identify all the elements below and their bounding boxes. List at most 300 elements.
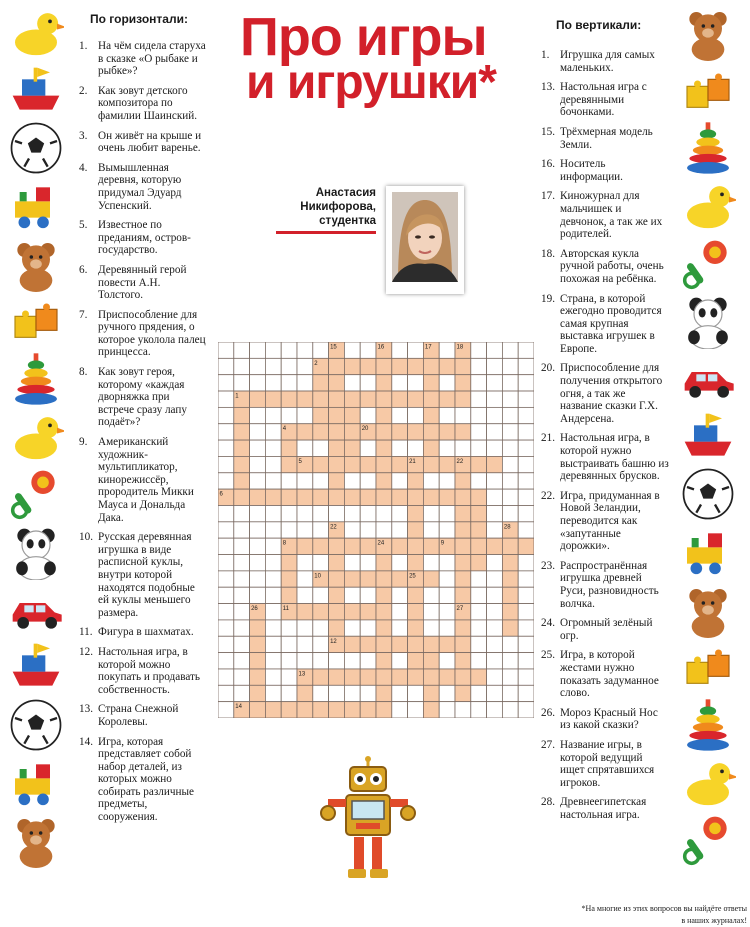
blank-cell	[439, 555, 455, 571]
answer-cell[interactable]	[423, 424, 439, 440]
answer-cell[interactable]	[502, 555, 518, 571]
answer-cell[interactable]	[455, 358, 471, 374]
blank-cell	[265, 538, 281, 554]
answer-cell[interactable]	[313, 375, 329, 391]
blank-cell	[455, 440, 471, 456]
ring-pyramid-icon	[680, 697, 736, 758]
answer-cell[interactable]	[439, 636, 455, 652]
down-clue	[541, 248, 669, 286]
answer-cell[interactable]	[329, 391, 345, 407]
answer-cell[interactable]	[297, 538, 313, 554]
clue-text: Фигура в шахматах.	[98, 626, 194, 639]
answer-cell[interactable]	[313, 407, 329, 423]
answer-cell[interactable]	[329, 489, 345, 505]
clue-number: 25.	[541, 649, 555, 662]
answer-cell[interactable]	[408, 538, 424, 554]
answer-cell[interactable]	[455, 587, 471, 603]
answer-cell[interactable]	[423, 391, 439, 407]
blank-cell	[234, 571, 250, 587]
answer-cell[interactable]	[423, 669, 439, 685]
answer-cell[interactable]	[329, 407, 345, 423]
answer-cell[interactable]	[360, 604, 376, 620]
blank-cell	[439, 407, 455, 423]
answer-cell[interactable]	[234, 489, 250, 505]
answer-cell[interactable]	[360, 702, 376, 718]
answer-cell[interactable]	[439, 489, 455, 505]
blank-cell	[423, 620, 439, 636]
clue-number: 7.	[79, 308, 88, 321]
blank-cell	[518, 587, 534, 603]
answer-cell[interactable]	[471, 522, 487, 538]
across-clue	[79, 309, 207, 359]
across-clue-list	[79, 40, 207, 831]
answer-cell[interactable]	[313, 669, 329, 685]
blank-cell	[265, 473, 281, 489]
clue-text: Древнеегипетская настольная игра.	[560, 796, 647, 821]
blank-cell	[518, 669, 534, 685]
answer-cell[interactable]	[502, 587, 518, 603]
panda-icon	[8, 524, 64, 585]
across-clue	[79, 366, 207, 429]
blank-cell	[218, 620, 234, 636]
answer-cell[interactable]	[329, 555, 345, 571]
clue-number: 27.	[541, 738, 555, 751]
answer-cell[interactable]	[518, 538, 534, 554]
answer-cell[interactable]	[281, 702, 297, 718]
answer-cell[interactable]	[439, 391, 455, 407]
blank-cell	[344, 522, 360, 538]
answer-cell[interactable]	[313, 604, 329, 620]
answer-cell[interactable]	[344, 489, 360, 505]
answer-cell[interactable]	[471, 538, 487, 554]
answer-cell[interactable]	[234, 473, 250, 489]
blank-cell	[518, 555, 534, 571]
blank-cell	[265, 424, 281, 440]
down-clue	[541, 362, 669, 425]
answer-cell[interactable]	[392, 571, 408, 587]
teddy-bear-icon	[680, 5, 736, 66]
answer-cell[interactable]	[281, 587, 297, 603]
answer-cell[interactable]	[344, 669, 360, 685]
answer-cell[interactable]	[360, 538, 376, 554]
answer-cell[interactable]	[234, 440, 250, 456]
answer-cell[interactable]	[297, 685, 313, 701]
blank-cell	[281, 522, 297, 538]
answer-cell[interactable]	[392, 456, 408, 472]
answer-cell[interactable]	[297, 702, 313, 718]
answer-cell[interactable]	[329, 538, 345, 554]
answer-cell[interactable]	[344, 407, 360, 423]
answer-cell[interactable]	[408, 358, 424, 374]
answer-cell[interactable]	[376, 685, 392, 701]
answer-cell[interactable]	[265, 702, 281, 718]
answer-cell[interactable]	[423, 685, 439, 701]
answer-cell[interactable]	[423, 358, 439, 374]
clue-text: Известное по преданиям, остров-государство.	[98, 219, 191, 257]
answer-cell[interactable]	[392, 538, 408, 554]
answer-cell[interactable]	[344, 702, 360, 718]
blank-cell	[234, 555, 250, 571]
answer-cell[interactable]	[392, 636, 408, 652]
answer-cell[interactable]	[423, 375, 439, 391]
title-line-2: и игрушки*	[246, 56, 496, 109]
blank-cell	[502, 669, 518, 685]
answer-cell[interactable]	[408, 489, 424, 505]
answer-cell[interactable]	[376, 653, 392, 669]
blank-cell	[408, 440, 424, 456]
blank-cell	[471, 620, 487, 636]
blank-cell	[297, 587, 313, 603]
answer-cell[interactable]	[376, 375, 392, 391]
blank-cell	[344, 685, 360, 701]
cell-number: 27	[456, 606, 464, 613]
answer-cell[interactable]	[234, 407, 250, 423]
blank-cell	[265, 636, 281, 652]
blank-cell	[360, 685, 376, 701]
answer-cell[interactable]	[344, 456, 360, 472]
answer-cell[interactable]	[281, 391, 297, 407]
across-clue	[79, 531, 207, 619]
answer-cell[interactable]	[502, 571, 518, 587]
answer-cell[interactable]	[344, 538, 360, 554]
answer-cell[interactable]	[423, 571, 439, 587]
blank-cell	[250, 342, 266, 358]
answer-cell[interactable]	[455, 391, 471, 407]
answer-cell[interactable]	[329, 456, 345, 472]
answer-cell[interactable]	[344, 636, 360, 652]
answer-cell[interactable]	[423, 653, 439, 669]
blank-cell	[218, 571, 234, 587]
blank-cell	[408, 407, 424, 423]
answer-cell[interactable]	[250, 391, 266, 407]
answer-cell[interactable]	[471, 505, 487, 521]
answer-cell[interactable]	[281, 440, 297, 456]
answer-cell[interactable]	[313, 489, 329, 505]
blank-cell	[502, 636, 518, 652]
answer-cell[interactable]	[329, 440, 345, 456]
answer-cell[interactable]	[408, 669, 424, 685]
clue-number: 16.	[541, 158, 555, 171]
answer-cell[interactable]	[250, 685, 266, 701]
answer-cell[interactable]	[250, 669, 266, 685]
answer-cell[interactable]	[376, 358, 392, 374]
across-clue	[79, 736, 207, 824]
answer-cell[interactable]	[423, 702, 439, 718]
blank-cell	[471, 342, 487, 358]
blank-cell	[392, 407, 408, 423]
answer-cell[interactable]	[329, 702, 345, 718]
answer-cell[interactable]	[313, 702, 329, 718]
cell-number: 14	[235, 704, 242, 711]
answer-cell[interactable]	[376, 636, 392, 652]
blank-cell	[250, 522, 266, 538]
answer-cell[interactable]	[376, 424, 392, 440]
answer-cell[interactable]	[344, 604, 360, 620]
answer-cell[interactable]	[297, 424, 313, 440]
answer-cell[interactable]	[360, 358, 376, 374]
answer-cell[interactable]	[329, 587, 345, 603]
blank-cell	[487, 489, 503, 505]
answer-cell[interactable]	[376, 587, 392, 603]
answer-cell[interactable]	[455, 424, 471, 440]
blank-cell	[392, 440, 408, 456]
down-heading: По вертикали:	[556, 18, 642, 32]
answer-cell[interactable]	[439, 669, 455, 685]
answer-cell[interactable]	[281, 456, 297, 472]
clue-text: Русская деревянная игрушка в виде расписной куклы, внутри которой находятся подобные ей куклы меньшего размера.	[98, 531, 195, 619]
blank-cell	[376, 522, 392, 538]
answer-cell[interactable]	[455, 636, 471, 652]
answer-cell[interactable]	[487, 456, 503, 472]
answer-cell[interactable]	[329, 571, 345, 587]
blank-cell	[455, 702, 471, 718]
answer-cell[interactable]	[329, 604, 345, 620]
answer-cell[interactable]	[376, 669, 392, 685]
duck-icon	[680, 178, 736, 239]
clue-text: Огромный зелёный огр.	[560, 617, 653, 642]
answer-cell[interactable]	[360, 456, 376, 472]
answer-cell[interactable]	[455, 571, 471, 587]
blank-cell	[471, 358, 487, 374]
answer-cell[interactable]	[329, 424, 345, 440]
cell-number: 11	[282, 606, 289, 613]
answer-cell[interactable]	[265, 489, 281, 505]
answer-cell[interactable]	[439, 424, 455, 440]
blank-cell	[423, 555, 439, 571]
answer-cell[interactable]	[344, 391, 360, 407]
answer-cell[interactable]	[313, 424, 329, 440]
blank-cell	[265, 375, 281, 391]
down-clue	[541, 293, 669, 356]
answer-cell[interactable]	[455, 489, 471, 505]
blank-cell	[502, 685, 518, 701]
blank-cell	[502, 358, 518, 374]
cell-number: 22	[456, 458, 464, 465]
answer-cell[interactable]	[329, 669, 345, 685]
blank-cell	[313, 555, 329, 571]
cell-number: 6	[219, 491, 223, 498]
down-clue	[541, 158, 669, 183]
blank-cell	[471, 391, 487, 407]
answer-cell[interactable]	[408, 620, 424, 636]
answer-cell[interactable]	[376, 555, 392, 571]
answer-cell[interactable]	[344, 571, 360, 587]
answer-cell[interactable]	[360, 571, 376, 587]
blank-cell	[313, 685, 329, 701]
answer-cell[interactable]	[455, 669, 471, 685]
boat-icon	[8, 639, 64, 700]
answer-cell[interactable]	[360, 669, 376, 685]
answer-cell[interactable]	[455, 538, 471, 554]
answer-cell[interactable]	[360, 489, 376, 505]
answer-cell[interactable]	[455, 473, 471, 489]
blank-cell	[218, 587, 234, 603]
answer-cell[interactable]	[455, 522, 471, 538]
blank-cell	[518, 571, 534, 587]
answer-cell[interactable]	[376, 489, 392, 505]
answer-cell[interactable]	[408, 587, 424, 603]
blank-cell	[518, 391, 534, 407]
blank-cell	[471, 636, 487, 652]
answer-cell[interactable]	[376, 604, 392, 620]
answer-cell[interactable]	[408, 555, 424, 571]
blank-cell	[344, 342, 360, 358]
answer-cell[interactable]	[423, 440, 439, 456]
answer-cell[interactable]	[408, 424, 424, 440]
answer-cell[interactable]	[281, 571, 297, 587]
blank-cell	[423, 473, 439, 489]
answer-cell[interactable]	[502, 538, 518, 554]
answer-cell[interactable]	[455, 505, 471, 521]
blank-cell	[392, 685, 408, 701]
blank-cell	[218, 473, 234, 489]
blank-cell	[439, 604, 455, 620]
answer-cell[interactable]	[471, 669, 487, 685]
answer-cell[interactable]	[487, 538, 503, 554]
blank-cell	[376, 505, 392, 521]
answer-cell[interactable]	[455, 620, 471, 636]
clue-number: 8.	[79, 366, 88, 379]
blank-cell	[281, 636, 297, 652]
clue-text: Игра, которая представляет собой набор деталей, из которых можно собирать различные предметы, сооружения.	[98, 735, 194, 824]
answer-cell[interactable]	[360, 391, 376, 407]
answer-cell[interactable]	[423, 407, 439, 423]
answer-cell[interactable]	[455, 685, 471, 701]
blank-cell	[502, 456, 518, 472]
soccer-ball-icon	[8, 120, 64, 181]
answer-cell[interactable]	[329, 620, 345, 636]
clue-text: Как зовут детского композитора по фамилии Шаинский.	[98, 84, 198, 122]
answer-cell[interactable]	[234, 456, 250, 472]
answer-cell[interactable]	[471, 489, 487, 505]
blank-cell	[265, 358, 281, 374]
answer-cell[interactable]	[423, 489, 439, 505]
blank-cell	[281, 375, 297, 391]
page-title	[228, 7, 518, 109]
answer-cell[interactable]	[265, 391, 281, 407]
answer-cell[interactable]	[297, 391, 313, 407]
blank-cell	[281, 620, 297, 636]
answer-cell[interactable]	[455, 555, 471, 571]
answer-cell[interactable]	[281, 489, 297, 505]
blank-cell	[265, 456, 281, 472]
answer-cell[interactable]	[471, 555, 487, 571]
cell-number: 15	[330, 344, 337, 351]
answer-cell[interactable]	[439, 456, 455, 472]
answer-cell[interactable]	[250, 702, 266, 718]
answer-cell[interactable]	[297, 489, 313, 505]
blank-cell	[502, 653, 518, 669]
blank-cell	[250, 505, 266, 521]
duck-icon	[8, 5, 64, 66]
answer-cell[interactable]	[392, 391, 408, 407]
answer-cell[interactable]	[392, 489, 408, 505]
blank-cell	[439, 342, 455, 358]
author-byline	[276, 186, 376, 234]
answer-cell[interactable]	[344, 358, 360, 374]
answer-cell[interactable]	[250, 653, 266, 669]
author-photo	[386, 186, 464, 294]
answer-cell[interactable]	[250, 489, 266, 505]
answer-cell[interactable]	[329, 473, 345, 489]
answer-cell[interactable]	[297, 604, 313, 620]
author-name-first: Анастасия	[315, 187, 376, 199]
blank-cell	[218, 375, 234, 391]
panda-icon	[680, 293, 736, 354]
blank-cell	[234, 653, 250, 669]
cell-number: 13	[298, 671, 306, 678]
answer-cell[interactable]	[455, 375, 471, 391]
answer-cell[interactable]	[344, 440, 360, 456]
answer-cell[interactable]	[423, 636, 439, 652]
answer-cell[interactable]	[281, 555, 297, 571]
answer-cell[interactable]	[392, 358, 408, 374]
blank-cell	[518, 424, 534, 440]
blank-cell	[471, 685, 487, 701]
answer-cell[interactable]	[471, 456, 487, 472]
answer-cell[interactable]	[455, 653, 471, 669]
blank-cell	[329, 685, 345, 701]
answer-cell[interactable]	[376, 440, 392, 456]
answer-cell[interactable]	[234, 424, 250, 440]
answer-cell[interactable]	[376, 391, 392, 407]
answer-cell[interactable]	[423, 456, 439, 472]
blank-cell	[265, 685, 281, 701]
answer-cell[interactable]	[408, 473, 424, 489]
answer-cell[interactable]	[376, 702, 392, 718]
blank-cell	[329, 653, 345, 669]
answer-cell[interactable]	[344, 424, 360, 440]
answer-cell[interactable]	[329, 358, 345, 374]
answer-cell[interactable]	[376, 473, 392, 489]
answer-cell[interactable]	[408, 636, 424, 652]
answer-cell[interactable]	[313, 391, 329, 407]
answer-cell[interactable]	[392, 669, 408, 685]
answer-cell[interactable]	[313, 538, 329, 554]
answer-cell[interactable]	[376, 456, 392, 472]
clue-text: Киножурнал для мальчишек и девчонок, а так же их родителей.	[560, 190, 663, 241]
answer-cell[interactable]	[329, 375, 345, 391]
blank-cell	[518, 702, 534, 718]
blank-cell	[360, 342, 376, 358]
answer-cell[interactable]	[376, 407, 392, 423]
answer-cell[interactable]	[360, 636, 376, 652]
blank-cell	[218, 358, 234, 374]
answer-cell[interactable]	[408, 604, 424, 620]
answer-cell[interactable]	[408, 391, 424, 407]
blank-cell	[297, 440, 313, 456]
answer-cell[interactable]	[439, 358, 455, 374]
answer-cell[interactable]	[376, 620, 392, 636]
answer-cell[interactable]	[313, 456, 329, 472]
answer-cell[interactable]	[408, 505, 424, 521]
answer-cell[interactable]	[408, 522, 424, 538]
clue-text: Название игры, в которой ведущий ищет спрятавшихся игроков.	[560, 738, 655, 789]
blank-cell	[408, 685, 424, 701]
answer-cell[interactable]	[392, 424, 408, 440]
answer-cell[interactable]	[502, 620, 518, 636]
blank-cell	[392, 342, 408, 358]
answer-cell[interactable]	[250, 620, 266, 636]
answer-cell[interactable]	[408, 653, 424, 669]
answer-cell[interactable]	[250, 636, 266, 652]
blank-cell	[281, 653, 297, 669]
answer-cell[interactable]	[502, 604, 518, 620]
answer-cell[interactable]	[376, 571, 392, 587]
clue-number: 11.	[79, 626, 93, 639]
answer-cell[interactable]	[423, 538, 439, 554]
blank-cell	[313, 653, 329, 669]
